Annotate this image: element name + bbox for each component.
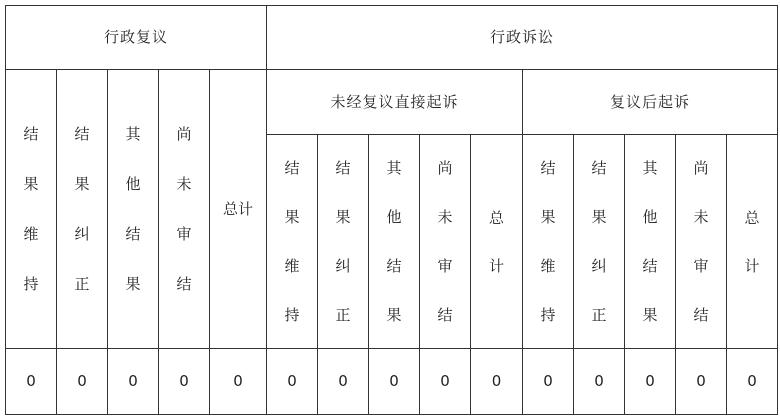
after-col-pending: 尚 未 审 结 xyxy=(676,135,727,349)
admin-review-header: 行政复议 xyxy=(6,6,267,70)
review-col-pending: 尚 未 审 结 xyxy=(159,70,210,349)
after-col-other: 其 他 结 果 xyxy=(625,135,676,349)
value-cell: 0 xyxy=(318,349,369,415)
value-cell: 0 xyxy=(523,349,574,415)
review-col-corrected: 结 果 纠 正 xyxy=(57,70,108,349)
review-col-total: 总计 xyxy=(210,70,267,349)
after-col-total: 总 计 xyxy=(727,135,778,349)
value-cell: 0 xyxy=(625,349,676,415)
direct-sue-header: 未经复议直接起诉 xyxy=(267,70,523,135)
value-cell: 0 xyxy=(676,349,727,415)
value-cell: 0 xyxy=(57,349,108,415)
direct-col-corrected: 结 果 纠 正 xyxy=(318,135,369,349)
value-cell: 0 xyxy=(108,349,159,415)
direct-col-other: 其 他 结 果 xyxy=(369,135,420,349)
header-row-top xyxy=(6,6,778,70)
value-cell: 0 xyxy=(471,349,523,415)
review-col-other: 其 他 结 果 xyxy=(108,70,159,349)
value-cell: 0 xyxy=(210,349,267,415)
after-col-upheld: 结 果 维 持 xyxy=(523,135,574,349)
value-cell: 0 xyxy=(159,349,210,415)
direct-col-upheld: 结 果 维 持 xyxy=(267,135,318,349)
value-cell: 0 xyxy=(6,349,57,415)
value-cell: 0 xyxy=(267,349,318,415)
table-row xyxy=(6,349,778,415)
after-col-corrected: 结 果 纠 正 xyxy=(574,135,625,349)
review-col-upheld: 结 果 维 持 xyxy=(6,70,57,349)
value-cell: 0 xyxy=(420,349,471,415)
value-cell: 0 xyxy=(727,349,778,415)
direct-col-pending: 尚 未 审 结 xyxy=(420,135,471,349)
value-cell: 0 xyxy=(369,349,420,415)
direct-col-total: 总 计 xyxy=(471,135,523,349)
value-cell: 0 xyxy=(574,349,625,415)
sue-after-review-header: 复议后起诉 xyxy=(523,70,778,135)
header-row-middle xyxy=(6,70,778,135)
admin-litigation-header: 行政诉讼 xyxy=(267,6,778,70)
statistics-table xyxy=(5,5,778,415)
